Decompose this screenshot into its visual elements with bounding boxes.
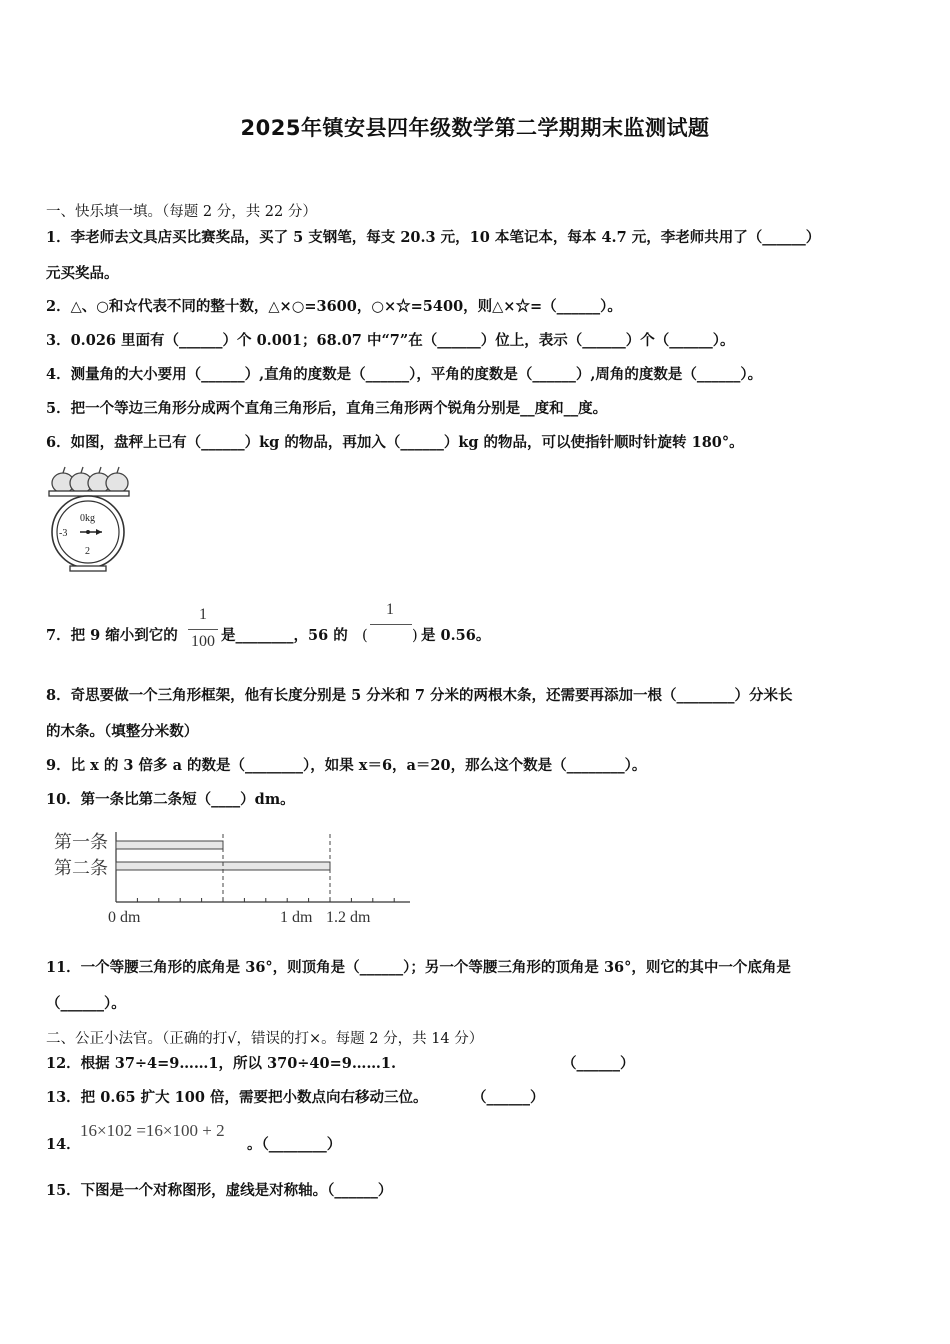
fraction-2-paren-close: ) bbox=[412, 628, 418, 644]
question-7-middle: 是________，56 的 bbox=[221, 627, 348, 644]
question-11-line-1: 11．一个等腰三角形的底角是 36°，则顶角是（______）；另一个等腰三角形的顶角是 36°，则它的其中一个底角是 bbox=[46, 959, 791, 976]
section-2-heading: 二、公正小法官。（正确的打√，错误的打×。每题 2 分，共 14 分） bbox=[46, 1031, 484, 1047]
question-12: 12．根据 37÷4=9……1，所以 370÷40=9……1. bbox=[46, 1055, 396, 1072]
question-10: 10．第一条比第二条短（____）dm。 bbox=[46, 791, 295, 808]
page-title: 2025年镇安县四年级数学第二学期期末监测试题 bbox=[240, 116, 710, 140]
question-5: 5．把一个等边三角形分成两个直角三角形后，直角三角形两个锐角分别是__度和__度。 bbox=[46, 400, 608, 417]
question-8-line-2: 的木条。（填整分米数） bbox=[46, 723, 199, 740]
fraction-1-numerator: 1 bbox=[199, 606, 207, 623]
question-4: 4．测量角的大小要用（______）,直角的度数是（______），平角的度数是（______）,周角的度数是（______）。 bbox=[46, 366, 763, 383]
question-2: 2．△、○和☆代表不同的整十数，△×○=3600，○×☆=5400，则△×☆=（______）。 bbox=[46, 298, 622, 315]
question-7-suffix: 是 0.56。 bbox=[421, 627, 491, 644]
bar-label-first: 第一条 bbox=[54, 832, 108, 852]
question-7-prefix: 7．把 9 缩小到它的 bbox=[46, 627, 178, 644]
question-11-line-2: （______）。 bbox=[46, 995, 126, 1012]
scale-label-left: -3 bbox=[59, 528, 68, 539]
axis-tick-1dm: 1 dm bbox=[280, 909, 313, 926]
question-14-blank: 。（________） bbox=[247, 1136, 342, 1153]
scale-base bbox=[70, 566, 106, 571]
fraction-2-paren-open: ( bbox=[362, 628, 368, 644]
question-14-number: 14． bbox=[46, 1136, 81, 1153]
scale-figure bbox=[44, 463, 134, 575]
question-13-blank: （______） bbox=[472, 1089, 545, 1106]
question-12-blank: （______） bbox=[562, 1055, 635, 1072]
question-6: 6．如图，盘秤上已有（______）kg 的物品，再加入（______）kg 的物品，可以使指针顺时针旋转 180°。 bbox=[46, 434, 744, 451]
bar-first bbox=[116, 841, 223, 849]
fraction-2-bar bbox=[370, 624, 412, 625]
question-8-line-1: 8．奇思要做一个三角形框架，他有长度分别是 5 分米和 7 分米的两根木条，还需要再添加一根（________）分米长 bbox=[46, 687, 793, 704]
question-9: 9．比 x 的 3 倍多 a 的数是（________），如果 x＝6，a＝20，那么这个数是（________）。 bbox=[46, 757, 647, 774]
section-1-heading: 一、快乐填一填。（每题 2 分，共 22 分） bbox=[46, 204, 317, 220]
bar-label-second: 第二条 bbox=[54, 858, 108, 878]
question-3: 3．0.026 里面有（______）个 0.001；68.07 中“7”在（______）位上，表示（______）个（______）。 bbox=[46, 332, 735, 349]
axis-tick-0dm: 0 dm bbox=[108, 909, 141, 926]
fraction-1-bar bbox=[188, 629, 218, 630]
question-1-line-1: 1．李老师去文具店买比赛奖品，买了 5 支钢笔，每支 20.3 元，10 本笔记本，每本 4.7 元，李老师共用了（______） bbox=[46, 229, 821, 246]
apples-on-tray bbox=[52, 473, 128, 493]
question-15: 15．下图是一个对称图形，虚线是对称轴。（______） bbox=[46, 1182, 393, 1199]
question-14-formula: 16×102 =16×100 + 2 bbox=[80, 1121, 225, 1140]
bar-comparison-figure bbox=[50, 826, 420, 932]
question-13: 13．把 0.65 扩大 100 倍，需要把小数点向右移动三位。 bbox=[46, 1089, 428, 1106]
fraction-2-numerator: 1 bbox=[386, 601, 394, 618]
scale-label-bottom: 2 bbox=[85, 546, 90, 557]
question-1-line-2: 元买奖品。 bbox=[46, 265, 119, 282]
axis-tick-1-2dm: 1.2 dm bbox=[326, 909, 371, 926]
scale-label-top: 0kg bbox=[80, 513, 95, 524]
fraction-1-denominator: 100 bbox=[191, 633, 215, 650]
